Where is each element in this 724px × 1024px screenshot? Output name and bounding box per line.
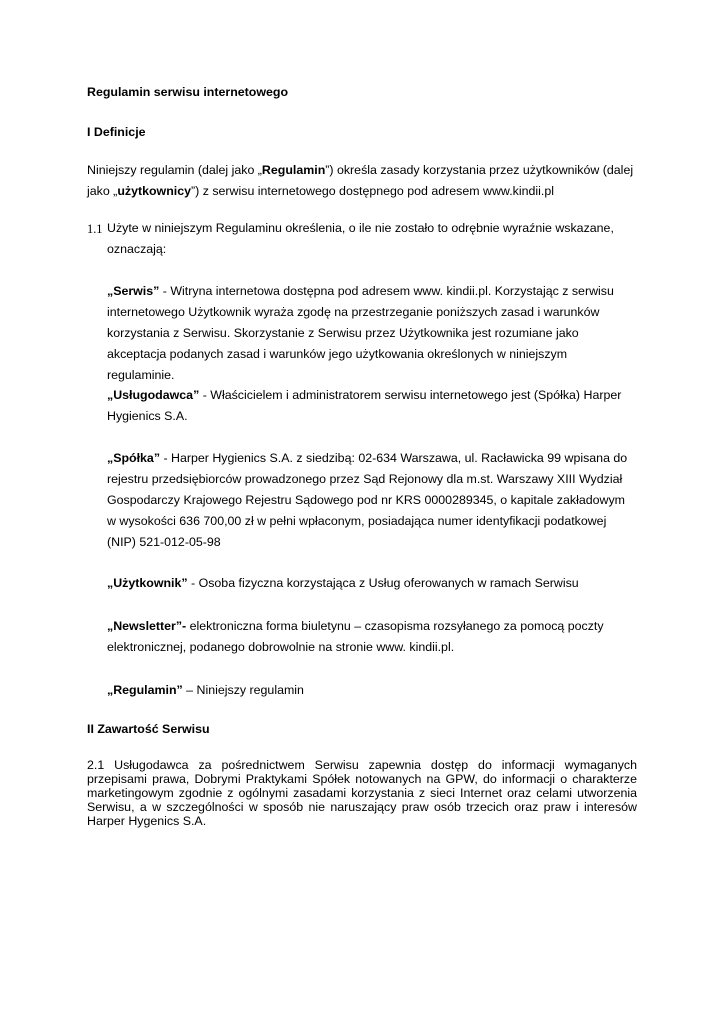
section-2-paragraph: 2.1 Usługodawca za pośrednictwem Serwisu zapewnia dostęp do informacji wymaganych przepisami prawa, Dobrymi Praktykami Spółek notowanych na GPW, do informacji o charakterze marketingowym zgodnie z ogólnymi zasadami korzystania z sieci Internet oraz celami utworzenia Serwisu, a w szczególności w sposób nie naruszający praw osób trzecich oraz praw i interesów Harper Hygenics S.A. bbox=[87, 758, 637, 828]
definition-text: – Niniejszy regulamin bbox=[182, 683, 304, 697]
definition-serwis bbox=[107, 281, 637, 386]
definition-spolka bbox=[107, 448, 637, 553]
intro-text-3: jako „ bbox=[87, 184, 118, 198]
definition-uslugodawca bbox=[107, 385, 637, 427]
intro-text-1: Niniejszy regulamin (dalej jako „ bbox=[87, 163, 262, 177]
definition-term: „Newsletter”- bbox=[107, 619, 187, 633]
definition-text: - Osoba fizyczna korzystająca z Usług oferowanych w ramach Serwisu bbox=[187, 576, 579, 590]
definition-term: „Regulamin” bbox=[107, 683, 183, 697]
intro-text-4: ”) z serwisu internetowego dostępnego pod adresem www.kindii.pl bbox=[191, 184, 554, 198]
definition-term: „Usługodawca” bbox=[107, 388, 200, 402]
intro-paragraph bbox=[87, 160, 647, 202]
item-text: Użyte w niniejszym Regulaminu określenia, o ile nie zostało to odrębnie wyraźnie wskazane, oznaczają: bbox=[107, 221, 614, 256]
intro-text-2: ”) określa zasady korzystania przez użytkowników (dalej bbox=[325, 163, 634, 177]
definition-uzytkownik bbox=[107, 573, 637, 594]
definition-text: - Witryna internetowa dostępna pod adresem www. kindii.pl. Korzystając z serwisu internetowego Użytkownik wyraża zgodę na przestrzeganie poniższych zasad i warunków korzystania z Serwisu. Skorzystanie z Serwisu przez Użytkownika jest rozumiane jako akceptacja podanych zasad i warunków jego użytkowania określonych w niniejszym regulaminie. bbox=[107, 284, 614, 382]
section-2-heading: II Zawartość Serwisu bbox=[87, 722, 210, 736]
definition-term: „Spółka” bbox=[107, 451, 161, 465]
section-1-heading: I Definicje bbox=[87, 125, 146, 139]
intro-term-regulamin: Regulamin bbox=[261, 163, 326, 177]
definition-term: „Serwis” bbox=[107, 284, 160, 298]
definition-text: elektroniczna forma biuletynu – czasopisma rozsyłanego za pomocą poczty elektronicznej, podanego dobrowolnie na stronie www. kindii.pl. bbox=[107, 619, 604, 654]
definition-text: - Harper Hygienics S.A. z siedzibą: 02-634 Warszawa, ul. Racławicka 99 wpisana do rejestru przedsiębiorców prowadzonego przez Sąd Rejonowy dla m.st. Warszawy XIII Wydział Gospodarczy Krajowego Rejestru Sądowego pod nr KRS 0000289345, o kapitale zakładowym w wysokości 636 700,00 zł w pełni wpłaconym, posiadająca numer identyfikacji podatkowej (NIP) 521-012-05-98 bbox=[107, 451, 628, 549]
definition-text: - Właścicielem i administratorem serwisu internetowego jest (Spółka) Harper Hygienics S.A. bbox=[107, 388, 622, 423]
item-number: 1.1 bbox=[87, 222, 103, 236]
definition-term: „Użytkownik” bbox=[107, 576, 188, 590]
definition-newsletter bbox=[107, 616, 607, 658]
definition-regulamin bbox=[107, 680, 637, 701]
intro-term-uzytkownicy: użytkownicy bbox=[117, 184, 191, 198]
document-title: Regulamin serwisu internetowego bbox=[87, 85, 289, 99]
